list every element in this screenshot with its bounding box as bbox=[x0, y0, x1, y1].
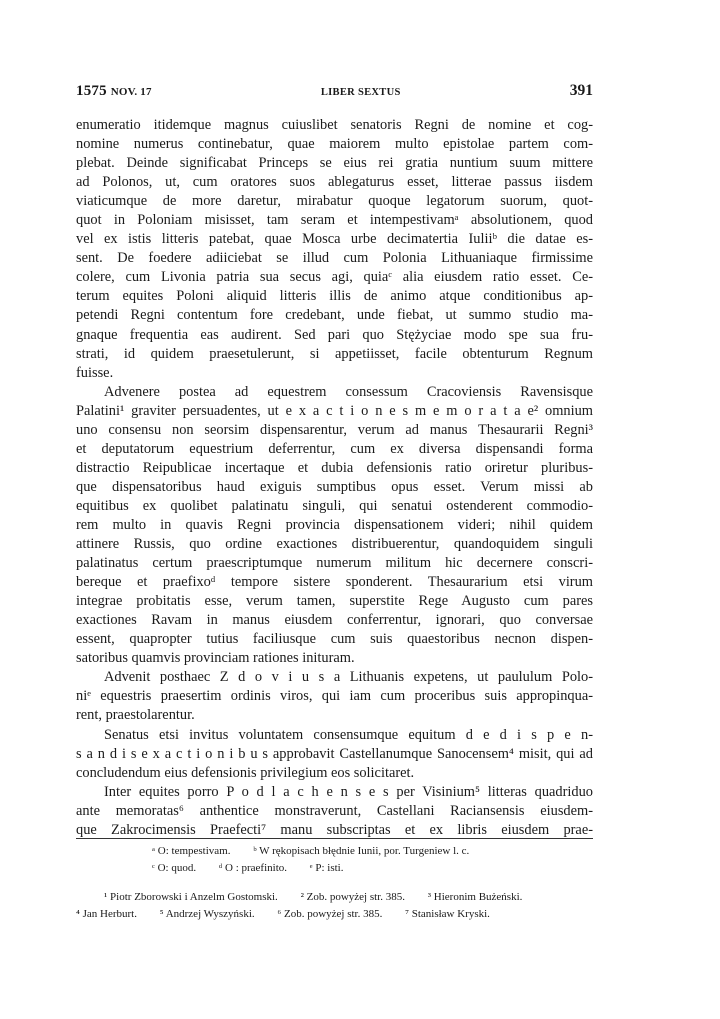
running-header bbox=[76, 82, 593, 104]
text-line: et deputatorum equestrium deferrentur, cum ex diversa dispensandi forma bbox=[76, 440, 593, 457]
text-line: terum equites Poloni aliquid litteris illis de animo atque conditionibus ap- bbox=[76, 288, 593, 305]
text-line: ante memoratas⁶ anthentice monstraverunt, Castellani Raciansensis eiusdem- bbox=[76, 802, 593, 819]
text-line: rent, praestolarentur. bbox=[76, 707, 195, 724]
note-5: ⁵ Andrzej Wyszyński. bbox=[159, 908, 255, 920]
text-line: fuisse. bbox=[76, 364, 114, 381]
text-line: Senatus etsi invitus voluntatem consensumque equitum d e d i s p e n- bbox=[104, 726, 593, 743]
textual-note-e: ᵉ P: isti. bbox=[309, 862, 344, 874]
text-line: s a n d i s e x a c t i o n i b u s approbavit Castellanumque Sanocensem⁴ misit, qui ad bbox=[76, 745, 593, 762]
header-month-day: NOV. 17 bbox=[110, 86, 152, 98]
main-text bbox=[76, 116, 593, 840]
notes-line-1 bbox=[76, 889, 593, 906]
notes-line-2 bbox=[76, 906, 593, 923]
text-line: distractio Reipublicae incertaque et dubia defensionis ratio oriretur pluribus- bbox=[76, 459, 593, 476]
note-6: ⁶ Zob. powyżej str. 385. bbox=[277, 908, 383, 920]
text-line: palatinatus certum praescriptumque numerum militum hic decernere conscri- bbox=[76, 555, 593, 572]
text-line: ad Polonos, ut, cum oratores suos ablegaturus esset, litterae passus iisdem bbox=[76, 174, 593, 191]
text-line: Inter equites porro P o d l a c h e n s e s per Visinium⁵ litteras quadriduo bbox=[104, 783, 593, 800]
text-line: que Zakrocimensis Praefecti⁷ manu subscriptas et ex libris eiusdem prae- bbox=[76, 821, 593, 838]
header-year: 1575 bbox=[76, 83, 107, 99]
text-line: uno consensu non seorsim dispensarentur, verum ad manus Thesaurarii Regni³ bbox=[76, 421, 593, 438]
text-line: petendi Regni contentum fore credebant, unde fiebat, ut summo studio ma- bbox=[76, 307, 593, 324]
textual-notes-line-2 bbox=[76, 860, 593, 877]
text-line: gnaque frequentia eas audirent. Sed pari quo Stężyciae modo spe sua fru- bbox=[76, 326, 593, 343]
text-line: colere, cum Livonia patria sua secus agi, quiaᶜ alia eiusdem ratio esset. Ce- bbox=[76, 269, 593, 286]
text-line: equitibus ex quolibet palatinatu singuli, qui senatui ostenderent commodio- bbox=[76, 497, 593, 514]
text-line: Advenere postea ad equestrem consessum Cracoviensis Ravensisque bbox=[104, 383, 593, 400]
header-title: LIBER SEXTUS bbox=[320, 87, 401, 98]
text-line: vel ex istis litteris patebat, quae Mosca urbe decimatertia Iuliiᵇ die datae es- bbox=[76, 231, 593, 248]
textual-note-c: ᶜ O: quod. bbox=[152, 862, 197, 874]
text-line: exactiones Ravam in manus eiusdem conferrentur, ignorari, quo conversae bbox=[76, 612, 593, 629]
text-line: attinere Russis, quo ordine exactiones distribuerentur, quandoquidem singuli bbox=[76, 536, 593, 553]
text-line: integrae probitatis esse, verum tamen, superstite Rege Augusto cum pares bbox=[76, 593, 593, 610]
text-line: viaticumque de more daretur, mirabatur quoque legatorum suorum, quot- bbox=[76, 193, 593, 210]
text-line: nomine numerus continebatur, quae maiorem multo epistolae partem com- bbox=[76, 136, 593, 153]
text-line: rem multo in quavis Regni provincia dispensationem videri; nihil quidem bbox=[76, 516, 593, 533]
note-4: ⁴ Jan Herburt. bbox=[76, 908, 137, 920]
text-line: niᵉ equestris praesertim ordinis viros, qui iam cum proceribus suis appropinqua- bbox=[76, 688, 593, 705]
note-2: ² Zob. powyżej str. 385. bbox=[300, 891, 405, 903]
text-line: enumeratio itidemque magnus cuiuslibet senatoris Regni de nomine et cog- bbox=[76, 117, 593, 133]
textual-note-d: ᵈ O : praefinito. bbox=[218, 862, 288, 874]
footnotes bbox=[76, 843, 593, 923]
text-line: satoribus quamvis provinciam rationes inituram. bbox=[76, 650, 355, 667]
note-1: ¹ Piotr Zborowski i Anzelm Gostomski. bbox=[104, 891, 278, 903]
text-line: essent, quapropter tutius faciliusque cum suis quaestoribus necnon dispen- bbox=[76, 631, 593, 648]
text-line: bereque et praefixoᵈ tempore sistere sponderent. Thesaurarium etsi virum bbox=[76, 574, 593, 591]
textual-notes-line-1 bbox=[76, 843, 593, 860]
note-7: ⁷ Stanisław Kryski. bbox=[405, 908, 490, 920]
text-line: sent. De foedere adiiciebat se illud cum Polonia Lithuaniaque firmissime bbox=[76, 250, 593, 267]
textual-note-b: ᵇ W rękopisach błędnie Iunii, por. Turgeniew l. c. bbox=[253, 845, 470, 857]
text-line: plebat. Deinde significabat Princeps se eius rei gratia nuntium suum mittere bbox=[76, 155, 593, 172]
page-number: 391 bbox=[569, 82, 593, 99]
text-line: strati, id quidem praesetulerunt, si appetiisset, facile obtenturum Regnum bbox=[76, 345, 593, 362]
header-date bbox=[76, 83, 152, 100]
text-line: concludendum eius defensionis privilegium eos solicitaret. bbox=[76, 764, 415, 781]
text-line: Palatini¹ graviter persuadentes, ut e x a c t i o n e s m e m o r a t a e² omnium bbox=[76, 402, 593, 419]
footnote-divider bbox=[76, 838, 593, 839]
text-line: quot in Poloniam misisset, tam seram et intempestivamᵃ absolutionem, quod bbox=[76, 212, 593, 229]
note-3: ³ Hieronim Bużeński. bbox=[427, 891, 523, 903]
text-line: que dispensatoribus haud exiguis sumptibus opus esset. Verum missi ab bbox=[76, 478, 593, 495]
textual-note-a: ᵃ O: tempestivam. bbox=[152, 845, 231, 857]
text-line: Advenit posthaec Z d o v i u s a Lithuanis expetens, ut paululum Polo- bbox=[104, 669, 593, 686]
